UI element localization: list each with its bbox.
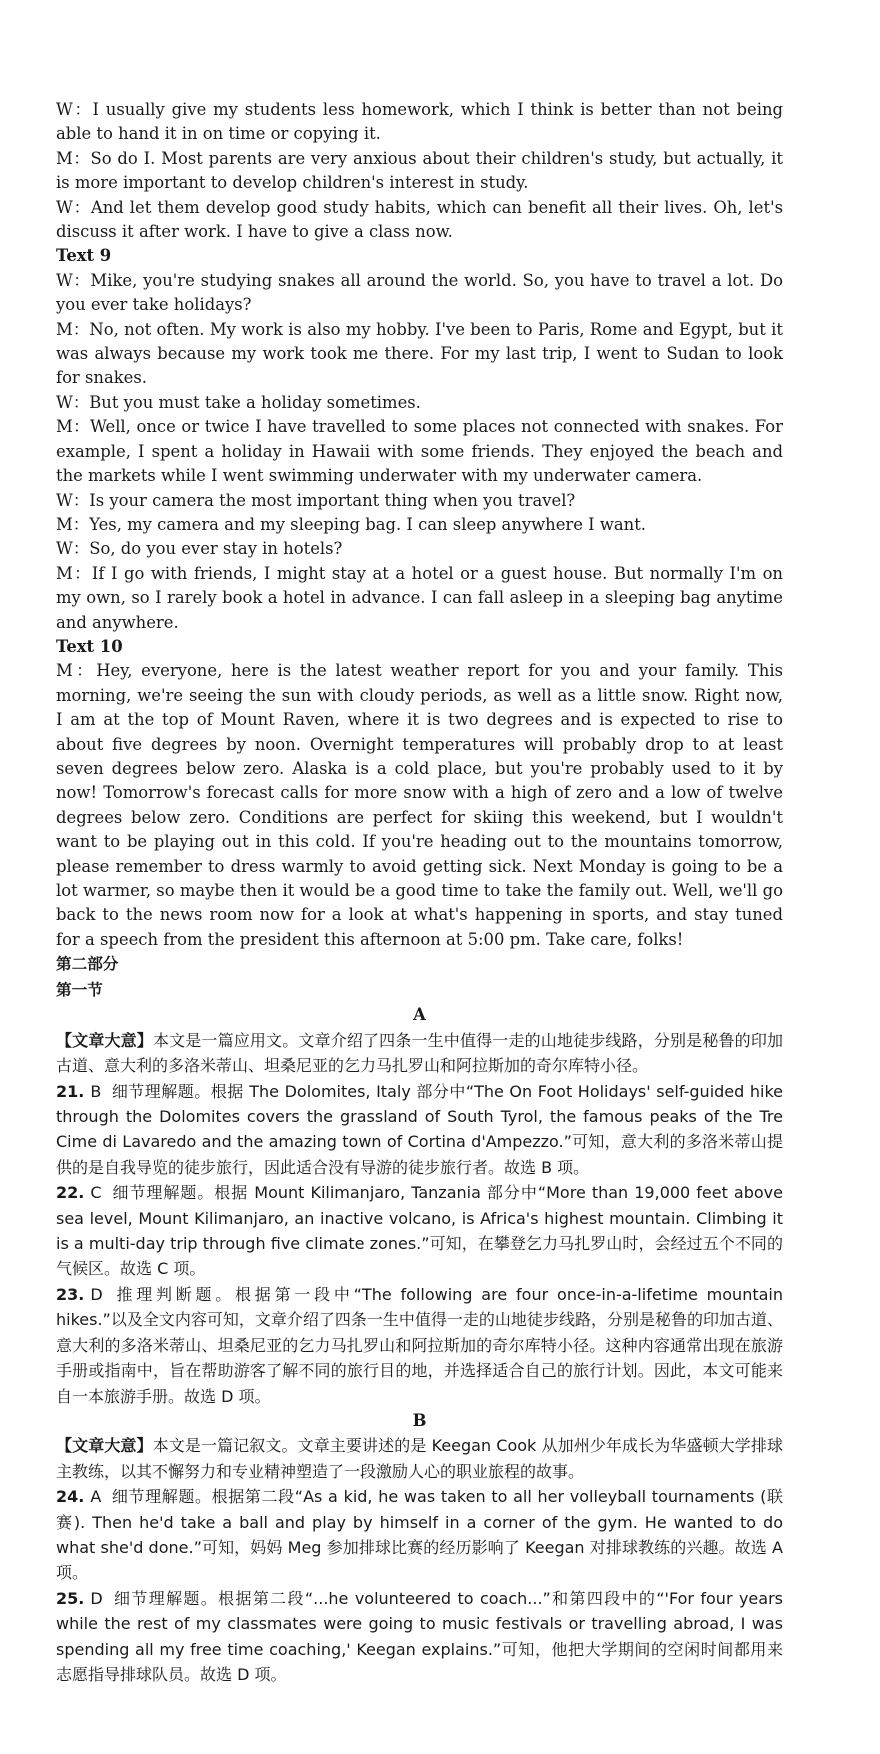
summary-text: 本文是一篇记叙文。文章主要讲述的是 Keegan Cook 从加州少年成长为华盛顿大学排球主教练，以其不懈努力和专业精神塑造了一段激励人心的职业旅程的故事。 xyxy=(56,1436,783,1481)
dialogue-text: Mike, you're studying snakes all around the world. So, you have to travel a lot. Do you ever take holidays? xyxy=(56,270,783,315)
dialogue-text: But you must take a holiday sometimes. xyxy=(89,392,421,412)
dialogue-line xyxy=(56,269,783,318)
dialogue-line xyxy=(56,196,783,245)
dialogue-text: If I go with friends, I might stay at a hotel or a guest house. But normally I'm on my own, so I rarely book a hotel in advance. I can fall asleep in a sleeping bag anytime and anywhere. xyxy=(56,563,783,632)
answer-explanation: 细节理解题。根据第二段“As a kid, he was taken to all her volleyball tournaments (联赛). Then he'd take a ball and play by himself in a corner of the gym. He wanted to do what she'd done.”可知，妈妈 Meg 参加排球比赛的经历影响了 Keegan 对排球教练的兴趣。故选 A 项。 xyxy=(56,1487,783,1583)
answer-letter: C xyxy=(90,1183,102,1203)
answer-item xyxy=(56,1282,783,1409)
monologue-text: Hey, everyone, here is the latest weather report for you and your family. This morning, we're seeing the sun with cloudy periods, as well as a little snow. Right now, I am at the top of Mount Raven, where it is two degrees and is expected to rise to about five degrees by noon. Overnight temperatures will probably drop to at least seven degrees below zero. Alaska is a cold place, but you're probably used to it by now! Tomorrow's forecast calls for more snow with a high of zero and a low of twelve degrees below zero. Conditions are perfect for skiing this weekend, but I wouldn't want to be playing out in this cold. If you're heading out to the mountains tomorrow, please remember to dress warmly to avoid getting sick. Next Monday is going to be a lot warmer, so maybe then it would be a good time to take the family out. Well, we'll go back to the news room now for a look at what's happening in sports, and stay tuned for a speech from the president this afternoon at 5:00 pm. Take care, folks! xyxy=(56,661,783,949)
answer-explanation: 细节理解题。根据 The Dolomites, Italy 部分中“The On Foot Holidays' self-guided hike through the Dolomites covers the grassland of South Tyrol, the famous peaks of the Tre Cime di Lavaredo and the amazing town of Cortina d'Ampezzo.”可知，意大利的多洛米蒂山提供的是自我导览的徒步旅行，因此适合没有导游的徒步旅行者。故选 B 项。 xyxy=(56,1081,783,1177)
dialogue-line xyxy=(56,318,783,391)
text9-title: Text 9 xyxy=(56,246,112,266)
passage-summary xyxy=(56,1433,783,1484)
dialogue-text: No, not often. My work is also my hobby. I've been to Paris, Rome and Egypt, but it was always because my work took me there. For my last trip, I went to Sudan to look for snakes. xyxy=(56,319,783,388)
monologue xyxy=(56,659,783,952)
summary-tag: 【文章大意】 xyxy=(56,1436,153,1456)
speaker-label: W： xyxy=(56,490,90,510)
speaker-label: M： xyxy=(56,514,90,534)
summary-text: 本文是一篇应用文。文章介绍了四条一生中值得一走的山地徒步线路，分别是秘鲁的印加古道、意大利的多洛米蒂山、坦桑尼亚的乞力马扎罗山和阿拉斯加的奇尔库特小径。 xyxy=(56,1030,783,1076)
speaker-label: M： xyxy=(56,417,90,437)
speaker-label: W： xyxy=(56,270,91,290)
question-number: 22. xyxy=(56,1183,85,1203)
answer-explanation: 细节理解题。根据 Mount Kilimanjaro, Tanzania 部分中“More than 19,000 feet above sea level, Mount Kilimanjaro, an inactive volcano, is Africa's highest mountain. Climbing it is a multi-day trip through five climate zones.”可知，在攀登乞力马扎罗山时，会经过五个不同的气候区。故选 C 项。 xyxy=(56,1183,783,1279)
dialogue-text: Well, once or twice I have travelled to some places not connected with snakes. For example, I spent a holiday in Hawaii with some friends. They enjoyed the beach and the markets while I went swimming underwater with my underwater camera. xyxy=(56,417,783,486)
dialogue-text: I usually give my students less homework, which I think is better than not being able to hand it in on time or copying it. xyxy=(56,100,783,144)
text9-section xyxy=(56,244,783,635)
question-number: 25. xyxy=(56,1588,85,1608)
question-number: 24. xyxy=(56,1487,85,1507)
speaker-label: W： xyxy=(56,100,93,119)
answer-letter: A xyxy=(90,1487,102,1507)
text10-section xyxy=(56,635,783,952)
dialogue-line xyxy=(56,537,783,561)
dialogue-line xyxy=(56,415,783,488)
passage-a-section xyxy=(56,1003,783,1409)
question-number: 23. xyxy=(56,1284,85,1304)
passage-label: B xyxy=(412,1410,427,1430)
answer-item xyxy=(56,1079,783,1181)
dialogue-line xyxy=(56,562,783,635)
speaker-label: W： xyxy=(56,539,90,559)
passage-summary xyxy=(56,1028,783,1079)
speaker-label: W： xyxy=(56,197,91,217)
dialogue-text: Is your camera the most important thing when you travel? xyxy=(89,490,576,510)
dialogue-text: So do I. Most parents are very anxious about their children's study, but actually, it is more important to develop children's interest in study. xyxy=(56,148,783,193)
dialogue-text: So, do you ever stay in hotels? xyxy=(89,539,343,559)
text10-title: Text 10 xyxy=(56,636,123,656)
section-title: 第一节 xyxy=(56,980,103,999)
speaker-label: M： xyxy=(56,319,90,339)
answer-letter: D xyxy=(90,1284,103,1304)
answer-item xyxy=(56,1484,783,1586)
passage-label: A xyxy=(413,1005,426,1025)
dialogue-text: Yes, my camera and my sleeping bag. I can sleep anywhere I want. xyxy=(89,514,647,534)
answer-explanation: 细节理解题。根据第二段“...he volunteered to coach...”和第四段中的“'For four years while the rest of my classmates were going to music festivals or travelling abroad, I was spending all my free time coaching,' Keegan explains.”可知，他把大学期间的空闲时间都用来志愿指导排球队员。故选 D 项。 xyxy=(56,1588,783,1684)
text8-dialogue xyxy=(56,98,783,244)
speaker-label: W： xyxy=(56,392,90,412)
dialogue-line xyxy=(56,98,783,147)
speaker-label: M： xyxy=(56,563,92,583)
part-title: 第二部分 xyxy=(56,955,119,974)
speaker-label: M： xyxy=(56,148,91,168)
answer-item xyxy=(56,1586,783,1688)
dialogue-text: And let them develop good study habits, which can benefit all their lives. Oh, let's discuss it after work. I have to give a class now. xyxy=(56,197,783,242)
answer-letter: D xyxy=(90,1588,103,1608)
dialogue-line xyxy=(56,489,783,513)
speaker-label: M： xyxy=(56,661,97,681)
dialogue-line xyxy=(56,147,783,196)
dialogue-line xyxy=(56,513,783,537)
question-number: 21. xyxy=(56,1081,85,1101)
answer-item xyxy=(56,1180,783,1282)
passage-b-section xyxy=(56,1409,783,1687)
answer-letter: B xyxy=(90,1081,102,1101)
dialogue-line xyxy=(56,391,783,415)
summary-tag: 【文章大意】 xyxy=(56,1030,153,1050)
answer-explanation: 推理判断题。根据第一段中“The following are four once-in-a-lifetime mountain hikes.”以及全文内容可知，文章介绍了四条一生中值得一走的山地徒步线路，分别是秘鲁的印加古道、意大利的多洛米蒂山、坦桑尼亚的乞力马扎罗山和阿拉斯加的奇尔库特小径。这种内容通常出现在旅游手册或指南中，旨在帮助游客了解不同的旅行目的地，并选择适合自己的旅行计划。因此，本文可能来自一本旅游手册。故选 D 项。 xyxy=(56,1284,783,1406)
